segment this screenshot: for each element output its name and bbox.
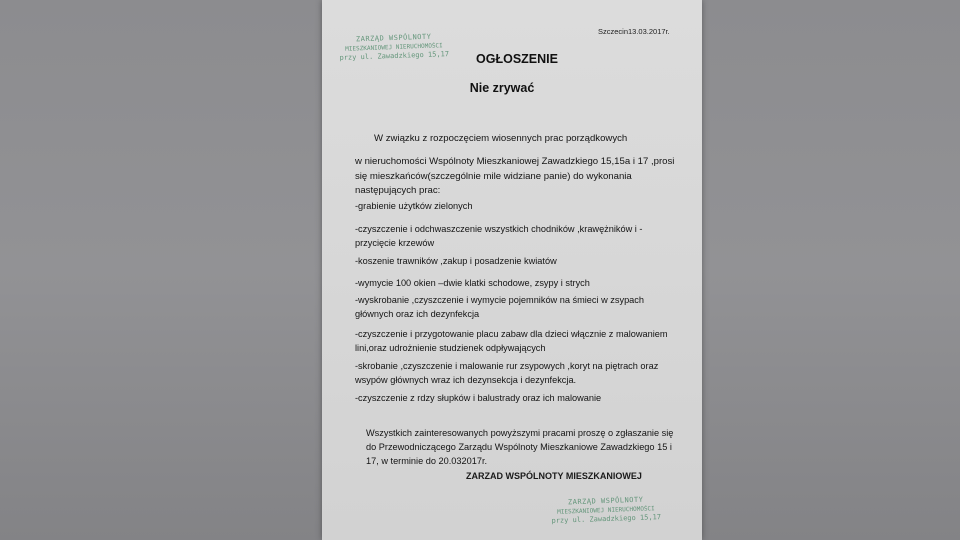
task-item: -wymycie 100 okien –dwie klatki schodowe, zsypy i strych [355,278,590,288]
notice-subtitle: Nie zrywać [469,81,535,95]
task-item: -czyszczenie i odchwaszczenie wszystkich chodników ,krawężników i -przycięcie krzewów [355,224,643,248]
task-item: -wyskrobanie ,czyszczenie i wymycie pojemników na śmieci w zsypach głównych oraz ich dezynfekcja [355,295,644,319]
background-right [702,0,960,540]
stamp-line: MIESZKANIOWEJ NIERUCHOMOŚCI [345,42,443,53]
intro-first-line: W związku z rozpoczęciem wiosennych prac porządkowych [374,133,628,144]
stamp-line: MIESZKANIOWEJ NIERUCHOMOŚCI [557,505,655,516]
notice-title: OGŁOSZENIE [476,52,558,66]
notice-sheet [322,0,702,540]
stamp-line: ZARZĄD WSPÓLNOTY [355,32,432,44]
signature-line: ZARZAD WSPÓLNOTY MIESZKANIOWEJ [466,471,642,481]
task-item: -koszenie trawników ,zakup i posadzenie kwiatów [355,256,557,266]
task-item: -czyszczenie z rdzy słupków i balustrady oraz ich malowanie [355,393,602,403]
closing-paragraph: Wszystkich zainteresowanych powyższymi pracami proszę o zgłaszanie się do Przewodniczącego Zarządu Wspólnoty Mieszkaniowe Zawadzkiego 15 i 17, w terminie do 20.032017r. [366,428,674,466]
intro-paragraph: w nieruchomości Wspólnoty Mieszkaniowej Zawadzkiego 15,15a i 17 ,prosi się mieszkańców(szczególnie mile widziane panie) do wykonania następujących prac: [355,156,675,197]
association-stamp-bottom [544,495,669,526]
task-item: -czyszczenie i przygotowanie placu zabaw dla dzieci włącznie z malowaniem lini,oraz udrożnienie studzienek odpływających [355,329,668,353]
notice-date: Szczecin13.03.2017r. [598,27,670,36]
task-item: -grabienie użytków zielonych [355,201,473,211]
stamp-line: przy ul. Zawadzkiego 15,17 [339,50,450,62]
stamp-line: ZARZĄD WSPÓLNOTY [567,495,644,507]
background-left [0,0,322,540]
task-item: -skrobanie ,czyszczenie i malowanie rur zsypowych ,koryt na piętrach oraz wsypów głównych wraz ich dezynsekcja i dezynfekcja. [355,361,659,385]
stamp-line: przy ul. Zawadzkiego 15,17 [551,513,662,525]
